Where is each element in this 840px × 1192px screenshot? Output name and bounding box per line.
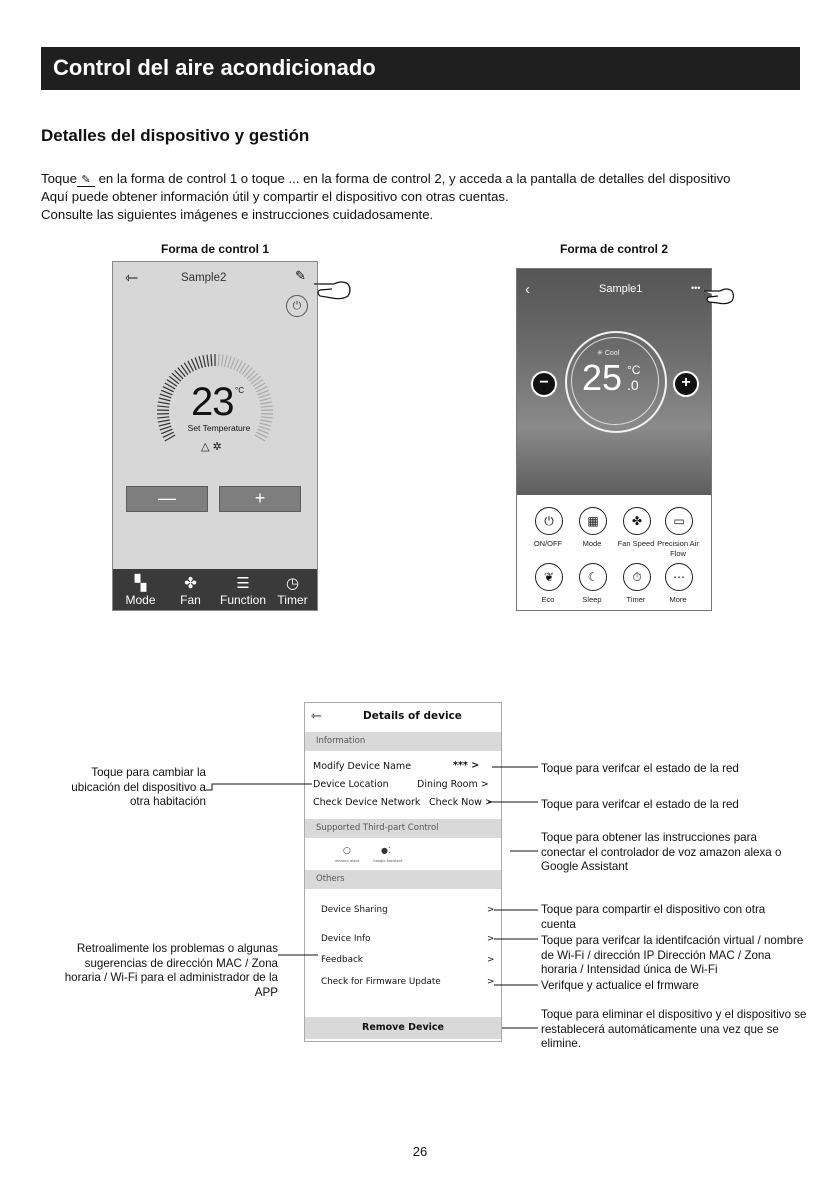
more-dots-icon[interactable]: ••• bbox=[691, 283, 701, 293]
chevron-right-icon[interactable]: > bbox=[487, 905, 495, 915]
caption-form-2: Forma de control 2 bbox=[559, 242, 669, 256]
page-number: 26 bbox=[412, 1144, 428, 1159]
button-label-eco: Eco bbox=[541, 595, 555, 604]
chevron-right-icon[interactable]: > bbox=[487, 955, 495, 965]
annotation-remove: Toque para eliminar el dispositivo y el dispositivo se restablecerá automáticamente una vez que se elimine. bbox=[541, 1008, 807, 1051]
cool-mode-label: ✳ Cool bbox=[597, 350, 620, 357]
temperature-decimal: .0 bbox=[627, 377, 639, 393]
supported-control-header: Supported Third-part Control bbox=[305, 819, 501, 838]
caption-form-1: Forma de control 1 bbox=[160, 242, 270, 256]
tab-fan[interactable]: ✤ Fan bbox=[165, 569, 216, 607]
device-sharing-row[interactable]: Device Sharing bbox=[321, 905, 388, 915]
check-network-value[interactable]: Check Now > bbox=[429, 797, 493, 808]
back-arrow-icon[interactable]: ⇽ bbox=[311, 709, 322, 724]
google-assistant-icon[interactable]: ●⁚ bbox=[381, 846, 391, 855]
annotation-location: Toque para cambiar la ubicación del dispositivo a otra habitación bbox=[71, 766, 206, 809]
others-header: Others bbox=[305, 870, 501, 889]
power-icon[interactable]: ⏻ bbox=[286, 295, 308, 317]
annotation-third-party: Toque para obtener las instrucciones para conectar el controlador de voz amazon alexa o Google Assistant bbox=[541, 831, 782, 874]
intro-line-1: Toque ✎ en la forma de control 1 o toque ... en la forma de control 2, y acceda a la pantalla de detalles del dispositivo bbox=[41, 171, 731, 186]
modify-device-name-row[interactable]: Modify Device Name bbox=[313, 761, 412, 772]
mode-indicator-icons: △ ✲ bbox=[201, 441, 222, 453]
tab-function[interactable]: ☰ Function bbox=[215, 569, 271, 607]
mode-icon[interactable]: ▦ bbox=[579, 507, 607, 535]
device-name: Sample2 bbox=[181, 272, 227, 284]
amazon-alexa-icon[interactable]: ○ bbox=[343, 846, 351, 856]
modify-device-name-value[interactable]: *** > bbox=[453, 760, 480, 771]
details-title: Details of device bbox=[363, 710, 462, 722]
remove-device-button[interactable]: Remove Device bbox=[305, 1017, 501, 1039]
google-label: Google Assistant bbox=[373, 859, 403, 863]
temperature-unit: °C bbox=[235, 386, 244, 395]
feedback-row[interactable]: Feedback bbox=[321, 955, 363, 965]
chevron-right-icon[interactable]: > bbox=[487, 977, 495, 987]
fan-icon[interactable]: ✤ bbox=[623, 507, 651, 535]
power-icon[interactable]: ⏻ bbox=[535, 507, 563, 535]
annotation-modify-name: Toque para verifcar el estado de la red bbox=[541, 762, 739, 775]
information-header: Information bbox=[305, 732, 501, 751]
stopwatch-icon[interactable]: ⏱ bbox=[623, 563, 651, 591]
tab-timer[interactable]: ◷ Timer bbox=[267, 569, 318, 607]
button-label-timer: Timer bbox=[626, 595, 646, 604]
temperature-unit: °C bbox=[627, 363, 641, 377]
button-label-more: More bbox=[669, 595, 687, 604]
decrease-button[interactable]: − bbox=[531, 371, 557, 397]
moon-icon[interactable]: ☾ bbox=[579, 563, 607, 591]
airflow-icon[interactable]: ▭ bbox=[665, 507, 693, 535]
device-location-row[interactable]: Device Location bbox=[313, 779, 389, 790]
button-label-onoff: ON/OFF bbox=[533, 539, 563, 548]
back-arrow-icon[interactable]: ⇽ bbox=[125, 270, 139, 287]
annotation-sharing: Toque para compartir el dispositivo con otra cuenta bbox=[541, 903, 766, 931]
pencil-icon: ✎ bbox=[77, 174, 95, 187]
device-location-value[interactable]: Dining Room > bbox=[417, 779, 489, 790]
check-firmware-row[interactable]: Check for Firmware Update bbox=[321, 977, 441, 987]
edit-pencil-icon[interactable]: ✎ bbox=[295, 268, 306, 283]
decrease-button[interactable]: — bbox=[126, 486, 208, 512]
tab-mode[interactable]: ▚ Mode bbox=[115, 569, 166, 607]
annotation-check-network: Toque para verifcar el estado de la red bbox=[541, 798, 739, 811]
device-info-row[interactable]: Device Info bbox=[321, 934, 371, 944]
button-label-mode: Mode bbox=[582, 539, 602, 548]
button-label-fan-speed: Fan Speed bbox=[617, 539, 655, 548]
annotation-feedback: Retroalimente los problemas o algunas sugerencias de dirección MAC / Zona horaria / Wi-Fi para el administrador de la APP bbox=[64, 942, 278, 999]
intro-line-2: Aquí puede obtener información útil y compartir el dispositivo con otras cuentas. bbox=[41, 189, 509, 204]
back-chevron-icon[interactable]: ‹ bbox=[525, 281, 530, 298]
increase-button[interactable]: + bbox=[673, 371, 699, 397]
section-title: Detalles del dispositivo y gestión bbox=[41, 126, 310, 145]
header-title: Control del aire acondicionado bbox=[53, 55, 376, 80]
annotation-device-info: Toque para verifcar la identifcación virtual / nombre de Wi-Fi / dirección IP Dirección MAC / Zona horaria / Intensidad única de Wi-Fi bbox=[541, 934, 804, 977]
fan-icon: ✤ bbox=[184, 575, 197, 592]
temperature-value: 25 bbox=[582, 357, 623, 398]
alexa-label: amazon alexa bbox=[335, 859, 360, 863]
check-device-network-row[interactable]: Check Device Network bbox=[313, 797, 421, 808]
leaf-icon[interactable]: ❦ bbox=[535, 563, 563, 591]
button-label-sleep: Sleep bbox=[582, 595, 602, 604]
intro-line-3: Consulte las siguientes imágenes e instrucciones cuidadosamente. bbox=[41, 207, 434, 222]
set-temperature-label: Set Temperature bbox=[187, 423, 251, 433]
increase-button[interactable]: + bbox=[219, 486, 301, 512]
menu-icon: ☰ bbox=[236, 575, 250, 592]
temperature-value: 23 bbox=[191, 380, 234, 424]
more-icon[interactable]: ⋯ bbox=[665, 563, 693, 591]
clock-icon: ◷ bbox=[285, 575, 300, 592]
device-name: Sample1 bbox=[599, 283, 643, 295]
button-label-precision-air-flow: Precision Air Flow bbox=[657, 539, 699, 558]
mode-icon: ▚ bbox=[134, 575, 147, 592]
annotation-firmware: Verifque y actualice el frmware bbox=[541, 979, 699, 992]
chevron-right-icon[interactable]: > bbox=[487, 934, 495, 944]
